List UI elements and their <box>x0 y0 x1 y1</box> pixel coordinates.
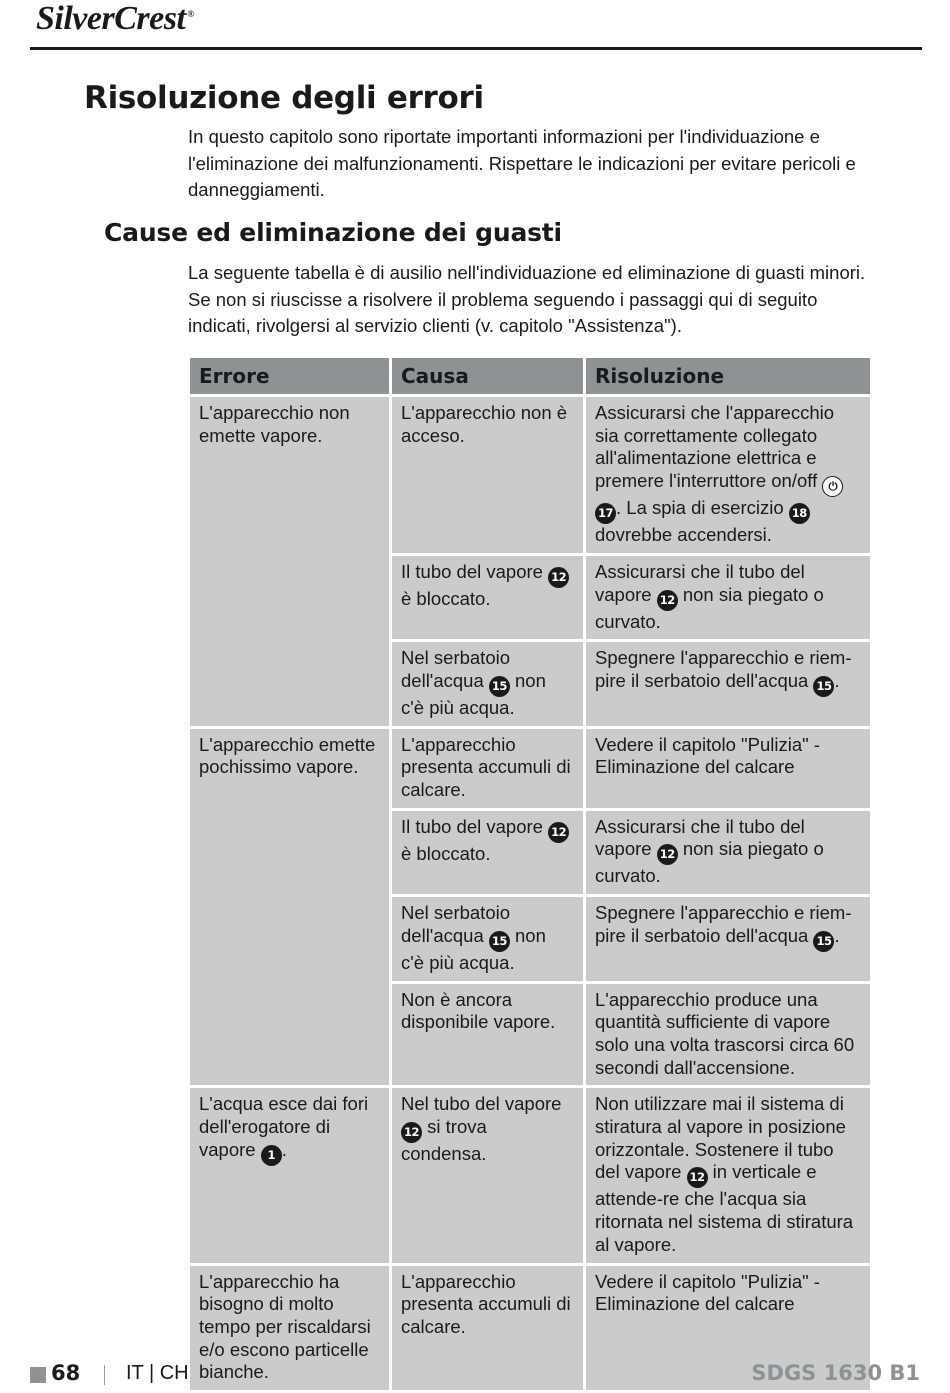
cause-cell: Il tubo del vapore 12 è bloccato. <box>391 554 585 640</box>
brand-name: SilverCrest <box>36 0 186 37</box>
table-row <box>189 396 872 555</box>
cause-cell: Nel serbatoio dell'acqua 15 non c'è più acqua. <box>391 641 585 727</box>
error-cell: L'acqua esce dai fori dell'erogatore di vapore 1 . <box>189 1087 391 1264</box>
section-title: Risoluzione degli errori <box>84 80 484 116</box>
error-cell: L'apparecchio ha bisogno di molto tempo per riscaldarsi e/o escono particelle bianche. <box>189 1264 391 1392</box>
table-body <box>189 396 872 1392</box>
reference-number-icon: 12 <box>548 822 569 843</box>
cause-cell: L'apparecchio presenta accumuli di calcare. <box>391 1264 585 1392</box>
reference-number-icon: 15 <box>489 931 510 952</box>
reference-number-icon: 1 <box>261 1145 282 1166</box>
reference-number-icon: 18 <box>789 503 810 524</box>
table-header-row <box>189 357 872 396</box>
brand-logo <box>36 0 194 38</box>
troubleshooting-table <box>187 355 873 1393</box>
subsection-title: Cause ed eliminazione dei guasti <box>104 218 562 247</box>
header-cause: Causa <box>391 357 585 396</box>
header-error: Errore <box>189 357 391 396</box>
table-row <box>189 1087 872 1264</box>
error-cell: L'apparecchio non emette vapore. <box>189 396 391 728</box>
solution-cell: L'apparecchio produce una quantità sufficiente di vapore solo una volta trascorsi circa 60 secondi dall'accensione. <box>585 982 872 1087</box>
cause-cell: Nel tubo del vapore 12 si trova condensa. <box>391 1087 585 1264</box>
footer-language: IT | CH <box>126 1362 189 1384</box>
reference-number-icon: 12 <box>401 1122 422 1143</box>
model-number: SDGS 1630 B1 <box>751 1361 920 1385</box>
power-switch-icon: ⏻ <box>822 476 843 497</box>
solution-cell: Assicurarsi che il tubo del vapore 12 non sia piegato o curvato. <box>585 554 872 640</box>
cause-cell: Non è ancora disponibile vapore. <box>391 982 585 1087</box>
error-cell: L'apparecchio emette pochissimo vapore. <box>189 727 391 1087</box>
solution-cell: Non utilizzare mai il sistema di stiratura al vapore in posizione orizzontale. Sostenere il tubo del vapore 12 in verticale e attende-re che l'acqua sia ritornata nel sistema di stiratura al vapore. <box>585 1087 872 1264</box>
reference-number-icon: 12 <box>548 567 569 588</box>
reference-number-icon: 15 <box>813 931 834 952</box>
reference-number-icon: 17 <box>595 503 616 524</box>
reference-number-icon: 12 <box>657 844 678 865</box>
section-intro: In questo capitolo sono riportate importanti informazioni per l'individuazione e l'eliminazione dei malfunzionamenti. Rispettare le indicazioni per evitare pericoli e danneggiamenti. <box>188 126 856 201</box>
cause-cell: L'apparecchio non è acceso. <box>391 396 585 555</box>
table-row <box>189 727 872 809</box>
header-rule <box>30 47 922 50</box>
reference-number-icon: 12 <box>687 1167 708 1188</box>
registered-mark: ® <box>187 8 194 19</box>
solution-cell: Vedere il capitolo "Pulizia" - Eliminazione del calcare <box>585 727 872 809</box>
footer-divider <box>104 1365 105 1385</box>
cause-cell: L'apparecchio presenta accumuli di calcare. <box>391 727 585 809</box>
page-number: 68 <box>51 1361 81 1385</box>
header-solution: Risoluzione <box>585 357 872 396</box>
solution-cell: Spegnere l'apparecchio e riem-pire il serbatoio dell'acqua 15 . <box>585 896 872 982</box>
solution-cell: Vedere il capitolo "Pulizia" - Eliminazione del calcare <box>585 1264 872 1392</box>
solution-cell: Assicurarsi che il tubo del vapore 12 non sia piegato o curvato. <box>585 809 872 895</box>
reference-number-icon: 15 <box>489 676 510 697</box>
reference-number-icon: 15 <box>813 676 834 697</box>
reference-number-icon: 12 <box>657 590 678 611</box>
solution-cell: Assicurarsi che l'apparecchio sia correttamente collegato all'alimentazione elettrica e premere l'interruttore on/off ⏻ 17 . La spia di esercizio 18 dovrebbe accendersi. <box>585 396 872 555</box>
cause-cell: Il tubo del vapore 12 è bloccato. <box>391 809 585 895</box>
solution-cell: Spegnere l'apparecchio e riem-pire il serbatoio dell'acqua 15 . <box>585 641 872 727</box>
subsection-intro: La seguente tabella è di ausilio nell'individuazione ed eliminazione di guasti minori. Se non si riuscisse a risolvere il problema seguendo i passaggi qui di seguito indicati, rivolgersi al servizio clienti (v. capitolo "Assistenza"). <box>188 262 866 337</box>
cause-cell: Nel serbatoio dell'acqua 15 non c'è più acqua. <box>391 896 585 982</box>
footer-square-icon <box>30 1367 46 1383</box>
